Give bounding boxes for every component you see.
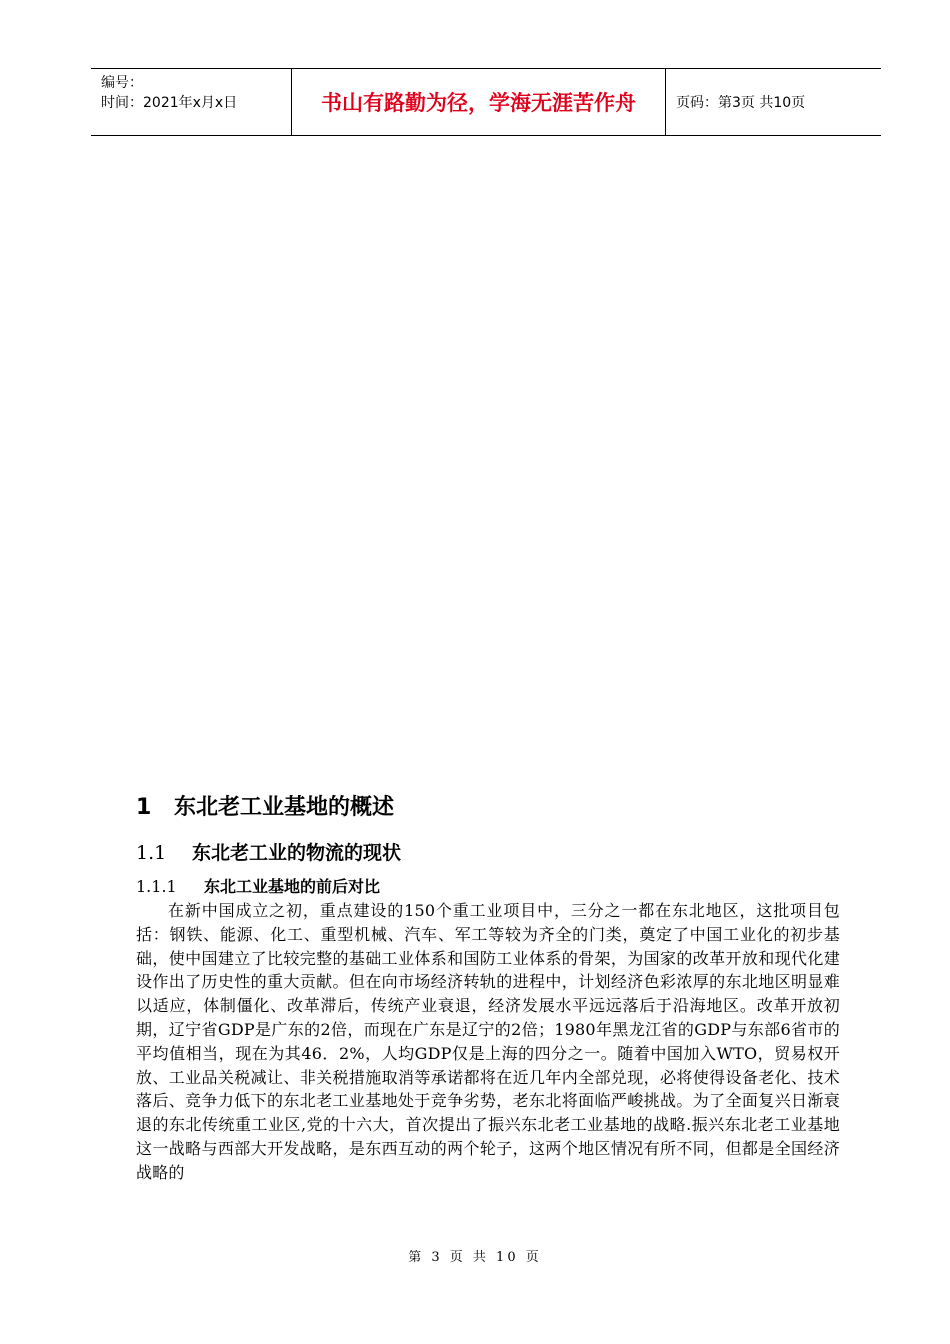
heading-3-text: 东北工业基地的前后对比 [204,877,381,896]
page-header [91,68,881,136]
header-motto: 书山有路勤为径，学海无涯苦作舟 [292,69,666,135]
document-date-label: 时间：2021年x月x日 [101,95,238,111]
header-meta-cell [91,69,292,135]
body-paragraph: 在新中国成立之初，重点建设的150个重工业项目中，三分之一都在东北地区，这批项目包括：钢铁、能源、化工、重型机械、汽车、军工等较为齐全的门类，奠定了中国工业化的初步基础，使中国建立了比较完整的基础工业体系和国防工业体系的骨架，为国家的改革开放和现代化建设作出了历史性的重大贡献。但在向市场经济转轨的进程中，计划经济色彩浓厚的东北地区明显难以适应，体制僵化、改革滞后，传统产业衰退，经济发展水平远远落后于沿海地区。改革开放初期，辽宁省GDP是广东的2倍，而现在广东是辽宁的2倍；1980年黑龙江省的GDP与东部6省市的平均值相当，现在为其46．2%，人均GDP仅是上海的四分之一。随着中国加入WTO，贸易权开放、工业品关税减让、非关税措施取消等承诺都将在近几年内全部兑现，必将使得设备老化、技术落后、竞争力低下的东北老工业基地处于竞争劣势，老东北将面临严峻挑战。为了全面复兴日渐衰退的东北传统重工业区,党的十六大，首次提出了振兴东北老工业基地的战略.振兴东北老工业基地这一战略与西部大开发战略，是东西互动的两个轮子，这两个地区情况有所不同，但都是全国经济战略的 [136,901,840,1182]
document-number-label: 编号： [101,75,143,91]
page-footer: 第 3 页 共 10 页 [408,1250,542,1265]
heading-2-text: 东北老工业的物流的现状 [192,842,402,864]
heading-level-2 [136,838,840,868]
heading-1-number: 1 [136,795,152,820]
document-body [136,788,840,1185]
heading-level-3 [136,875,840,899]
heading-1-text: 东北老工业基地的概述 [174,795,395,820]
heading-2-number: 1.1 [136,842,167,864]
heading-3-number: 1.1.1 [136,877,177,896]
header-page-info: 页码：第3页 共10页 [676,95,806,111]
heading-level-1 [136,788,840,828]
